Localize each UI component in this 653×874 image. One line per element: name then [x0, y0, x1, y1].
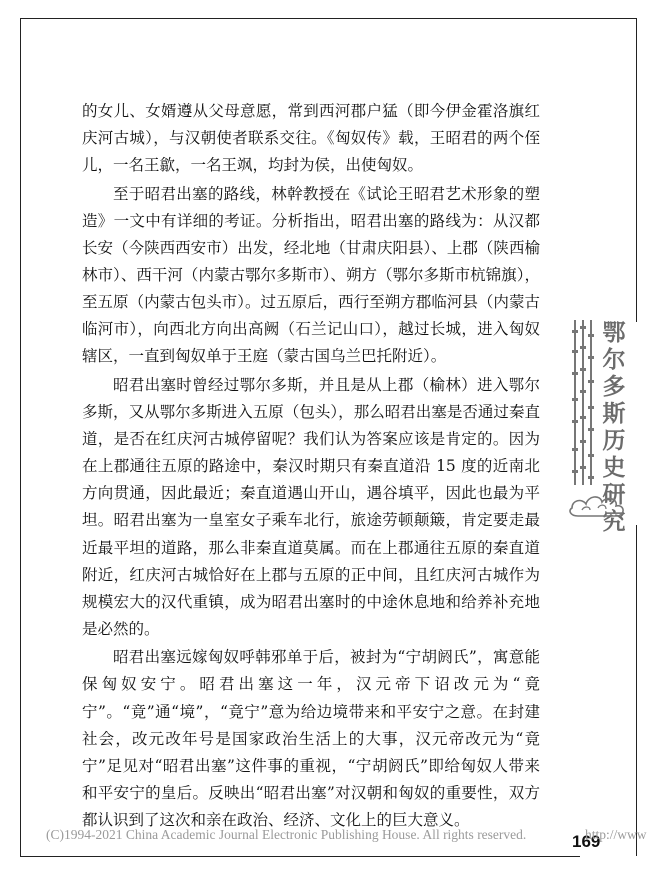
- page-frame-top: [20, 18, 636, 19]
- journal-column-title: 鄂尔多斯历史研究: [602, 320, 626, 535]
- page-number: 169: [572, 832, 601, 851]
- page-frame-bottom: [20, 856, 580, 857]
- url-watermark: http://www: [585, 827, 647, 842]
- copyright-watermark: (C)1994-2021 China Academic Journal Electronic Publishing House. All rights reserved.: [46, 827, 527, 842]
- page-frame-left: [20, 18, 21, 856]
- page-frame-right-lower: [636, 525, 637, 856]
- cloud-ornament-icon: [568, 488, 628, 522]
- paragraph-4: 昭君出塞远嫁匈奴呼韩邪单于后，被封为“宁胡阏氏”，寓意能保匈奴安宁。昭君出塞这一年，汉元帝下诏改元为“竟宁”。“竟”通“境”，“竟宁”意为给边境带来和平安宁之意。在封建社会，改元改年号是国家政治生活上的大事，汉元帝改元为“竟宁”足见对“昭君出塞”这件事的重视，“宁胡阏氏”即给匈奴人带来和平安宁的皇后。反映出“昭君出塞”对汉朝和匈奴的重要性，双方都认识到了这次和亲在政治、经济、文化上的巨大意义。: [82, 648, 540, 829]
- paragraph-2: 至于昭君出塞的路线，林幹教授在《试论王昭君艺术形象的塑造》一文中有详细的考证。分析指出，昭君出塞的路线为：从汉都长安（今陕西西安市）出发，经北地（甘肃庆阳县）、上郡（陕西榆林市）、西干河（内蒙古鄂尔多斯市）、朔方（鄂尔多斯市杭锦旗），至五原（内蒙古包头市）。过五原后，西行至朔方郡临河县（内蒙古临河市），向西北方向出高阙（石兰记山口），越过长城，进入匈奴辖区，一直到匈奴单于王庭（蒙古国乌兰巴托附近）。: [82, 184, 540, 366]
- paragraph-3: 昭君出塞时曾经过鄂尔多斯，并且是从上郡（榆林）进入鄂尔多斯，又从鄂尔多斯进入五原（包头），那么昭君出塞是否通过秦直道，是否在红庆河古城停留呢？我们认为答案应该是肯定的。因为在上郡通往五原的路途中，秦汉时期只有秦直道沿 15 度的近南北方向贯通，因此最近；秦直道遇山开山，遇谷填平，因此也最为平坦。昭君出塞为一皇室女子乘车北行，旅途劳顿颠簸，肯定要走最近最平坦的道路，那么非秦直道莫属。而在上郡通往五原的秦直道附近，红庆河古城恰好在上郡与五原的正中间，且红庆河古城作为规模宏大的汉代重镇，成为昭君出塞时的中途休息地和给养补充地是必然的。: [82, 375, 540, 638]
- page-frame-right-upper: [636, 18, 637, 322]
- article-body: [82, 98, 540, 836]
- mongolian-script-graphic: [572, 320, 594, 485]
- paragraph-1: 的女儿、女婿遵从父母意愿，常到西河郡户猛（即今伊金霍洛旗红庆河古城），与汉朝使者联系交往。《匈奴传》载，王昭君的两个侄儿，一名王歙，一名王飒，均封为侯，出使匈奴。: [82, 102, 540, 175]
